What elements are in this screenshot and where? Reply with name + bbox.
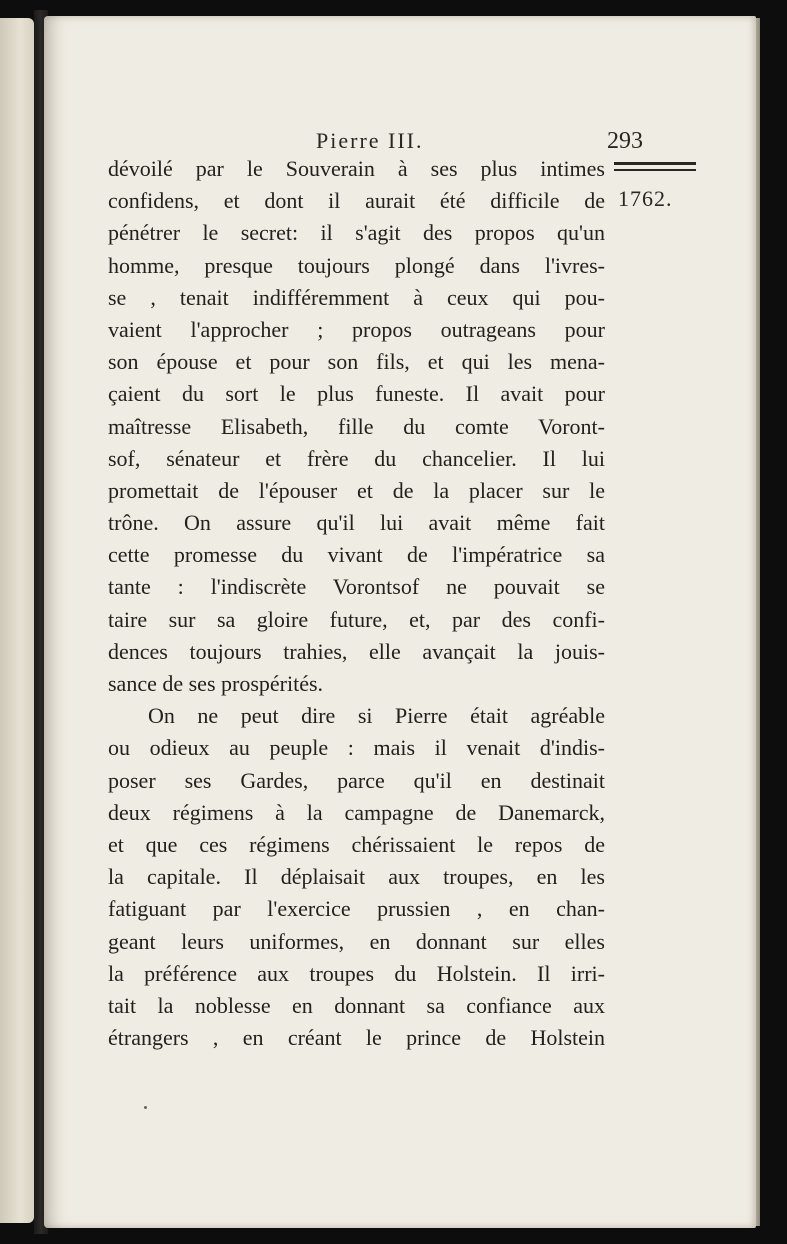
text-line: geant leurs uniformes, en donnant sur elles [108,928,605,954]
text-line: et que ces régimens chérissaient le repos de [108,831,605,857]
body-text [108,153,605,1054]
margin-rule [614,162,696,171]
text-line: ou odieux au peuple : mais il venait d'indis- [108,735,605,761]
text-line: tante : l'indiscrète Vorontsof ne pouvait se [108,574,605,600]
previous-page-edge [0,18,34,1223]
text-line: son épouse et pour son fils, et qui les mena- [108,349,605,375]
text-line: poser ses Gardes, parce qu'il en destinait [108,767,605,793]
text-line: fatiguant par l'exercice prussien , en chan- [108,896,605,922]
text-line: deux régimens à la campagne de Danemarck, [108,799,605,825]
text-line: confidens, et dont il aurait été difficile de [108,188,605,214]
text-line: dévoilé par le Souverain à ses plus intimes [108,156,605,181]
text-line: dences toujours trahies, elle avançait la jouis- [108,638,605,664]
text-line: la préférence aux troupes du Holstein. Il irri- [108,960,605,986]
text-line: çaient du sort le plus funeste. Il avait pour [108,381,605,407]
text-line: se , tenait indifféremment à ceux qui pou- [108,284,605,310]
running-head: Pierre III. [316,128,424,153]
page-number: 293 [607,128,643,154]
paragraph-end-line: sance de ses prospérités. [108,671,324,696]
paragraph-start-line: On ne peut dire si Pierre était agréable [148,703,605,729]
margin-year: 1762. [618,186,673,211]
text-line: sof, sénateur et frère du chancelier. Il lui [108,445,605,471]
text-line: maîtresse Elisabeth, fille du comte Voront- [108,413,605,439]
text-line: pénétrer le secret: il s'agit des propos qu'un [108,220,605,246]
text-line: cette promesse du vivant de l'impératrice sa [108,542,605,568]
text-line: vaient l'approcher ; propos outrageans pour [108,316,605,342]
paper-speck [144,1106,147,1109]
text-line: trône. On assure qu'il lui avait même fait [108,510,605,536]
text-line: étrangers , en créant le prince de Holstein [108,1025,605,1051]
text-line: homme, presque toujours plongé dans l'ivres- [108,252,605,278]
text-line: taire sur sa gloire future, et, par des confi- [108,606,605,632]
text-line: la capitale. Il déplaisait aux troupes, en les [108,864,605,890]
text-line: promettait de l'épouser et de la placer sur le [108,477,605,503]
text-line: tait la noblesse en donnant sa confiance aux [108,992,605,1018]
